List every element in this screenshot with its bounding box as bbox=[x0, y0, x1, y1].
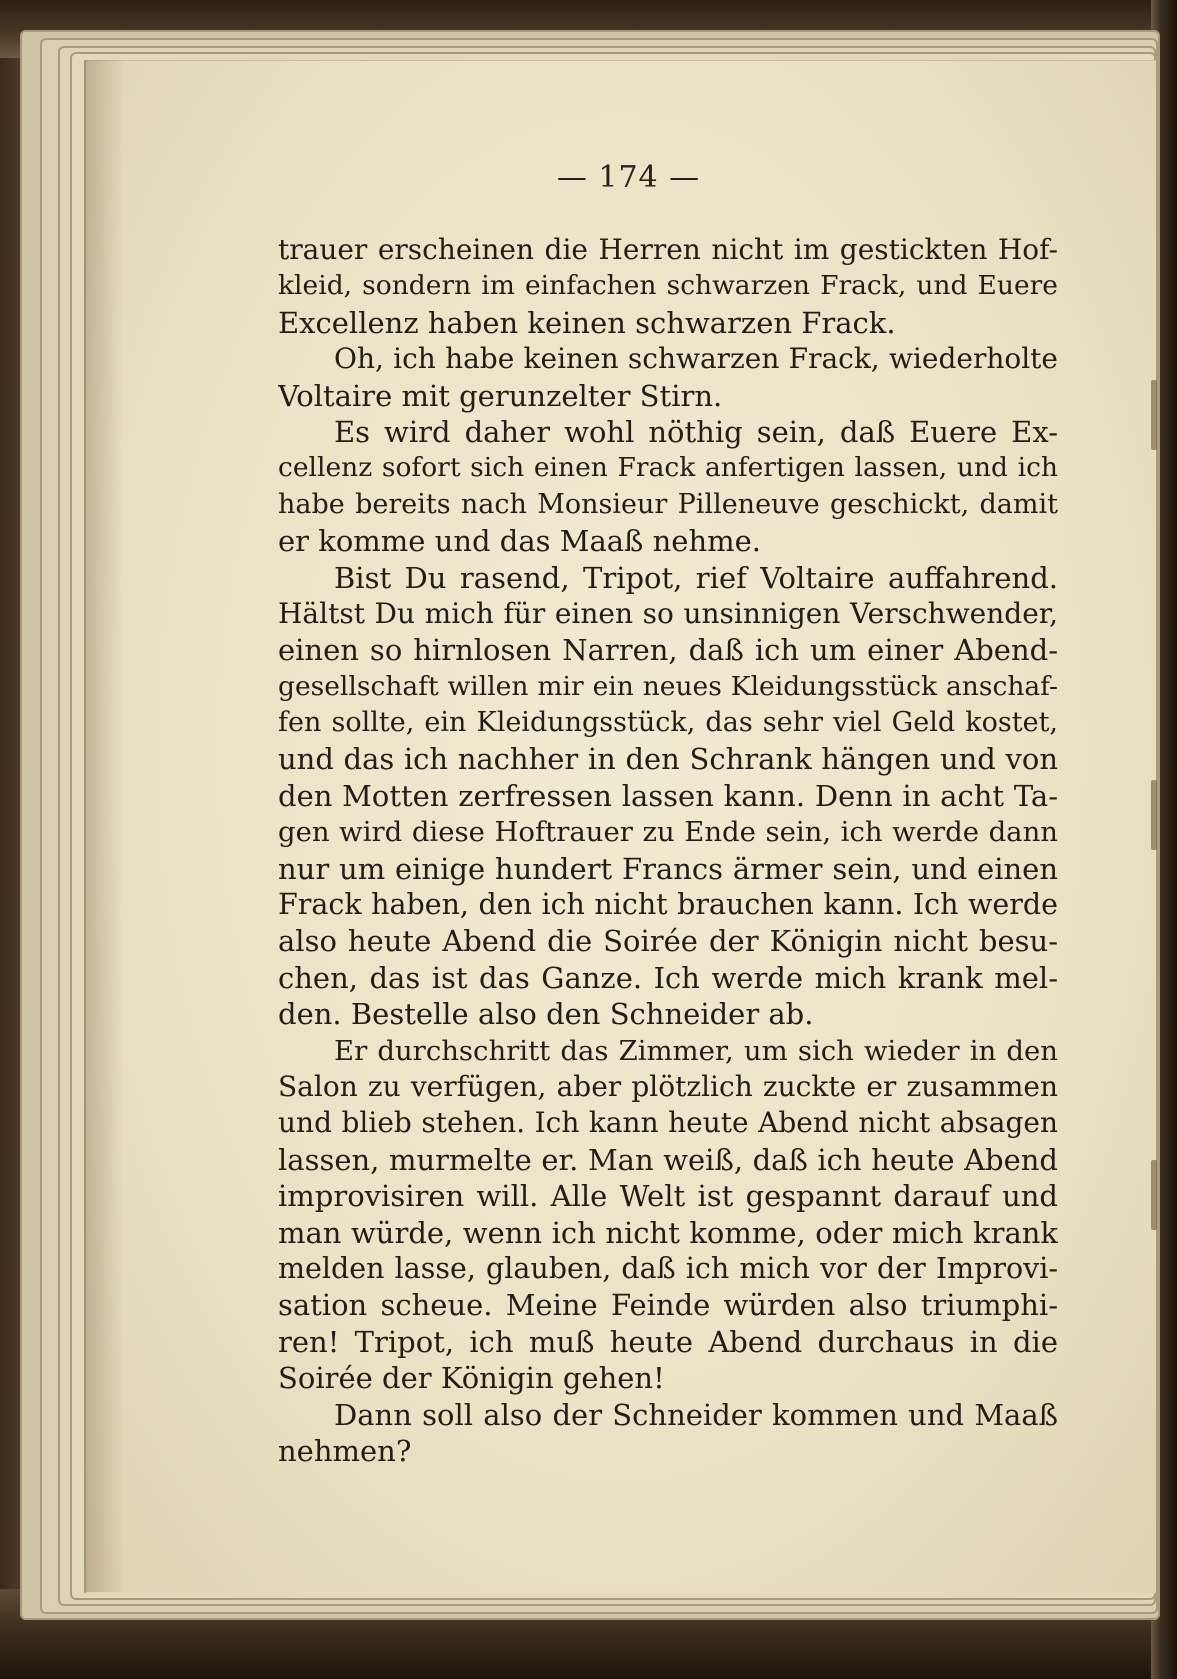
text-line: kleid, sondern im einfachen schwarzen Frack, und Euere bbox=[278, 270, 1058, 302]
text-line: Bist Du rasend, Tripot, rief Voltaire auffahrend. bbox=[334, 560, 1058, 595]
text-line: melden lasse, glauben, daß ich mich vor der Improvi- bbox=[278, 1251, 1058, 1285]
text-line: cellenz sofort sich einen Frack anfertigen lassen, und ich bbox=[278, 452, 1058, 484]
text-line: also heute Abend die Soirée der Königin nicht besu- bbox=[278, 924, 1058, 959]
text-line: gen wird diese Hoftrauer zu Ende sein, ich werde dann bbox=[278, 816, 1058, 849]
body-text bbox=[278, 232, 1058, 1469]
text-line: und das ich nachher in den Schrank hängen und von bbox=[278, 742, 1058, 777]
text-line: habe bereits nach Monsieur Pilleneuve geschickt, damit bbox=[278, 488, 1058, 520]
text-line: lassen, murmelte er. Man weiß, daß ich heute Abend bbox=[278, 1142, 1058, 1177]
text-line: Er durchschritt das Zimmer, um sich wieder in den bbox=[334, 1034, 1058, 1067]
text-line: chen, das ist das Ganze. Ich werde mich krank mel- bbox=[278, 960, 1058, 995]
page-edge-mark bbox=[1151, 380, 1157, 450]
text-line: Dann soll also der Schneider kommen und Maaß bbox=[334, 1397, 1058, 1432]
text-line: den Motten zerfressen lassen kann. Denn in acht Ta- bbox=[278, 778, 1058, 813]
gutter-shadow bbox=[84, 60, 124, 1592]
page-number: — 174 — bbox=[556, 160, 701, 195]
text-line: gesellschaft willen mir ein neues Kleidungsstück anschaf- bbox=[278, 670, 1058, 702]
text-line: und blieb stehen. Ich kann heute Abend nicht absagen bbox=[278, 1106, 1058, 1140]
text-line: Oh, ich habe keinen schwarzen Frack, wiederholte bbox=[334, 342, 1058, 376]
text-line: Voltaire mit gerunzelter Stirn. bbox=[278, 378, 723, 413]
text-line: Excellenz haben keinen schwarzen Frack. bbox=[278, 305, 896, 340]
page-edge-mark bbox=[1151, 1160, 1157, 1230]
text-line: Es wird daher wohl nöthig sein, daß Euere Ex- bbox=[334, 414, 1058, 449]
text-line: improvisiren will. Alle Welt ist gespannt darauf und bbox=[278, 1179, 1058, 1214]
text-line: Frack haben, den ich nicht brauchen kann. Ich werde bbox=[278, 888, 1058, 922]
text-line: trauer erscheinen die Herren nicht im gestickten Hof- bbox=[278, 233, 1058, 266]
text-line: er komme und das Maaß nehme. bbox=[278, 524, 762, 559]
page-edge-mark bbox=[1151, 780, 1157, 850]
text-line: nur um einige hundert Francs ärmer sein, und einen bbox=[278, 851, 1058, 886]
text-line: fen sollte, ein Kleidungsstück, das sehr viel Geld kostet, bbox=[278, 707, 1058, 739]
text-line: ren! Tripot, ich muß heute Abend durchaus in die bbox=[278, 1324, 1058, 1359]
text-line: Hältst Du mich für einen so unsinnigen Verschwender, bbox=[278, 596, 1058, 630]
text-line: nehmen? bbox=[278, 1433, 412, 1468]
text-line: sation scheue. Meine Feinde würden also triumphi- bbox=[278, 1288, 1058, 1323]
text-line: den. Bestelle also den Schneider ab. bbox=[278, 997, 814, 1032]
text-line: einen so hirnlosen Narren, daß ich um einer Abend- bbox=[278, 633, 1058, 668]
text-line: man würde, wenn ich nicht komme, oder mich krank bbox=[278, 1215, 1058, 1250]
text-line: Soirée der Königin gehen! bbox=[278, 1361, 665, 1396]
text-line: Salon zu verfügen, aber plötzlich zuckte er zusammen bbox=[278, 1069, 1058, 1103]
